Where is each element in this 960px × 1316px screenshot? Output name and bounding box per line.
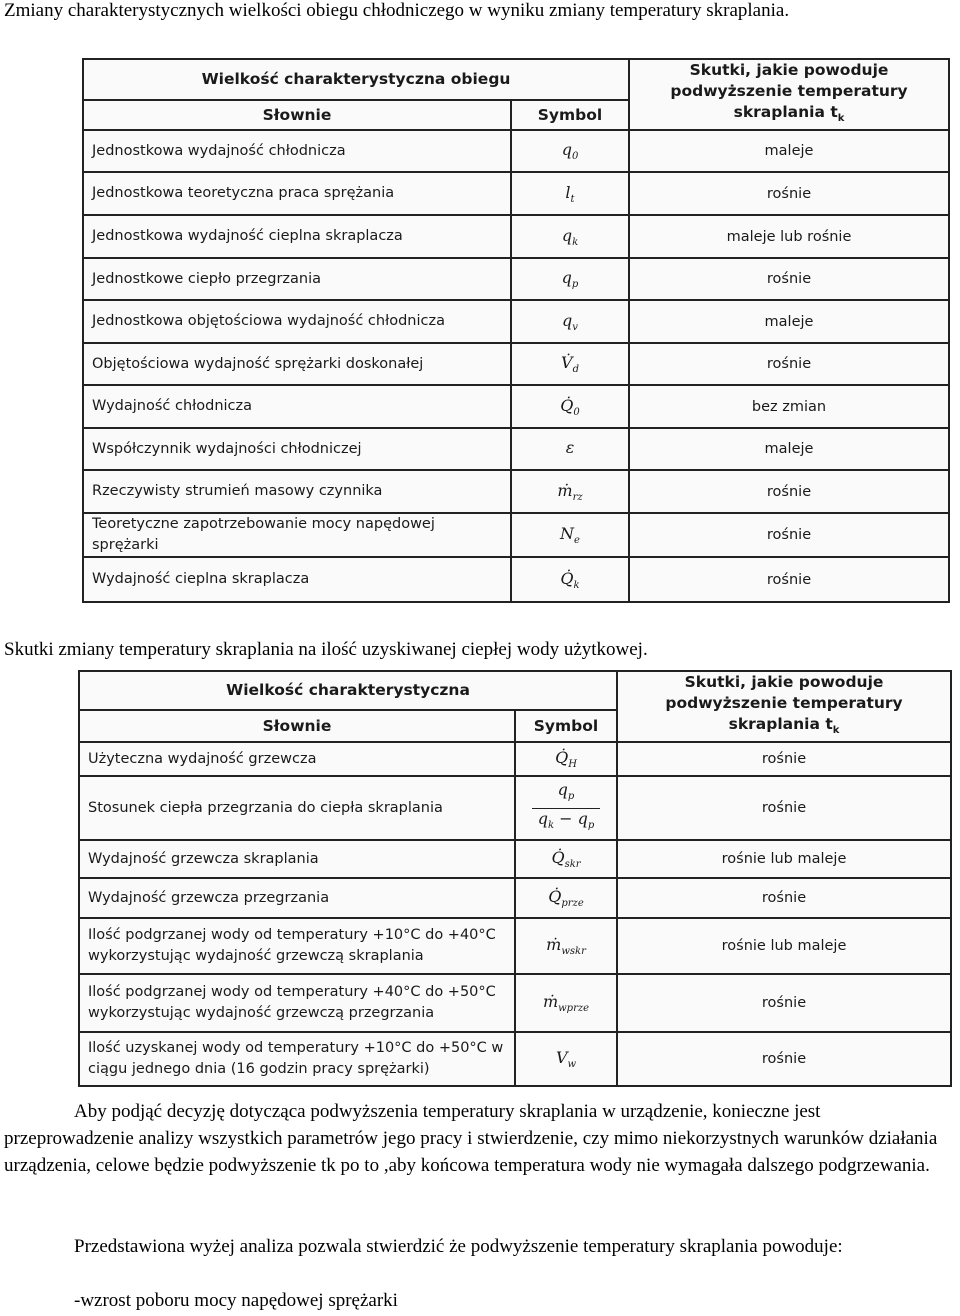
row-effect: rośnie lub maleje <box>617 840 951 878</box>
row-effect: maleje <box>629 428 949 470</box>
header-symbol: Symbol <box>511 100 629 130</box>
row-effect: bez zmian <box>629 385 949 428</box>
row-name: Ilość podgrzanej wody od temperatury +40°C do +50°C wykorzystując wydajność grzewczą przegrzania <box>79 974 515 1032</box>
row-effect: rośnie <box>617 776 951 840</box>
row-name: Wydajność grzewcza przegrzania <box>79 878 515 918</box>
header-effect: Skutki, jakie powoduje podwyższenie temperatury skraplania $t_k$ <box>629 59 949 130</box>
table-row <box>79 840 951 878</box>
table-row <box>83 300 949 343</box>
table-row <box>83 428 949 470</box>
row-symbol: $N_e$ <box>511 513 629 557</box>
table-row <box>79 878 951 918</box>
row-name: Ilość podgrzanej wody od temperatury +10°C do +40°C wykorzystując wydajność grzewczą skraplania <box>79 918 515 974</box>
header-effect: Skutki, jakie powoduje podwyższenie temperatury skraplania $t_k$ <box>617 671 951 742</box>
row-name: Wydajność cieplna skraplacza <box>83 557 511 602</box>
caption-2: Skutki zmiany temperatury skraplania na ilość uzyskiwanej ciepłej wody użytkowej. <box>4 639 648 660</box>
table-row <box>83 130 949 172</box>
hot-water-table <box>78 670 952 1087</box>
row-symbol: ṁ$_{wskr}$ <box>515 918 617 974</box>
table-row <box>79 918 951 974</box>
refrigeration-cycle-table <box>82 58 950 603</box>
row-name: Ilość uzyskanej wody od temperatury +10°C do +50°C w ciągu jednego dnia (16 godzin pracy sprężarki) <box>79 1032 515 1086</box>
row-symbol: $q_v$ <box>511 300 629 343</box>
table-row <box>83 513 949 557</box>
row-effect: maleje <box>629 300 949 343</box>
row-symbol: $V̇_d$ <box>511 343 629 385</box>
table-row <box>83 385 949 428</box>
row-name: Jednostkowa wydajność cieplna skraplacza <box>83 215 511 258</box>
header-group: Wielkość charakterystyczna <box>79 671 617 710</box>
header-name: Słownie <box>83 100 511 130</box>
row-effect: rośnie <box>629 172 949 215</box>
bullet-item: -wzrost poboru mocy napędowej sprężarki <box>74 1290 398 1311</box>
row-symbol: $q_k$ <box>511 215 629 258</box>
row-symbol <box>515 776 617 840</box>
header-name: Słownie <box>79 710 515 742</box>
row-effect: rośnie <box>617 878 951 918</box>
row-symbol: $l_t$ <box>511 172 629 215</box>
row-name: Wydajność grzewcza skraplania <box>79 840 515 878</box>
table-row <box>79 974 951 1032</box>
table-row <box>83 470 949 513</box>
paragraph-conclusion: Przedstawiona wyżej analiza pozwala stwierdzić że podwyższenie temperatury skraplania powoduje: <box>74 1236 843 1257</box>
header-symbol: Symbol <box>515 710 617 742</box>
row-name: Jednostkowe ciepło przegrzania <box>83 258 511 300</box>
row-name: Jednostkowa wydajność chłodnicza <box>83 130 511 172</box>
row-effect: rośnie <box>629 513 949 557</box>
table-row <box>83 343 949 385</box>
row-name: Użyteczna wydajność grzewcza <box>79 742 515 776</box>
table-row <box>79 1032 951 1086</box>
table-row <box>83 215 949 258</box>
row-effect: rośnie <box>629 557 949 602</box>
table-row <box>79 776 951 840</box>
row-symbol: $Q̇_0$ <box>511 385 629 428</box>
table-row <box>83 557 949 602</box>
row-effect: rośnie <box>617 742 951 776</box>
row-effect: rośnie <box>617 974 951 1032</box>
row-effect: rośnie <box>629 343 949 385</box>
row-effect: rośnie lub maleje <box>617 918 951 974</box>
row-symbol: $q_0$ <box>511 130 629 172</box>
caption-1: Zmiany charakterystycznych wielkości obiegu chłodniczego w wyniku zmiany temperatury skraplania. <box>4 0 790 21</box>
row-name: Rzeczywisty strumień masowy czynnika <box>83 470 511 513</box>
row-name: Współczynnik wydajności chłodniczej <box>83 428 511 470</box>
table-row <box>83 172 949 215</box>
row-effect: rośnie <box>629 258 949 300</box>
row-symbol: $Q̇_H$ <box>515 742 617 776</box>
row-name: Wydajność chłodnicza <box>83 385 511 428</box>
row-effect: rośnie <box>629 470 949 513</box>
row-effect: maleje <box>629 130 949 172</box>
fraction: $\frac{q_p}{q_k - q_p}$ <box>532 780 601 835</box>
row-name: Jednostkowa objętościowa wydajność chłodnicza <box>83 300 511 343</box>
row-symbol: ε <box>511 428 629 470</box>
row-symbol: $q_p$ <box>511 258 629 300</box>
row-symbol: ṁ$_{rz}$ <box>511 470 629 513</box>
header-group: Wielkość charakterystyczna obiegu <box>83 59 629 100</box>
row-symbol: $Q̇_k$ <box>511 557 629 602</box>
row-name: Objętościowa wydajność sprężarki doskonałej <box>83 343 511 385</box>
table-row <box>83 258 949 300</box>
row-name: Teoretyczne zapotrzebowanie mocy napędowej sprężarki <box>83 513 511 557</box>
table-row <box>79 742 951 776</box>
paragraph-decision: Aby podjąć decyzję dotycząca podwyższenia temperatury skraplania w urządzenie, konieczne jest przeprowadzenie analizy wszystkich parametrów jego pracy i stwierdzenie, czy mimo niekorzystnych warunków działania urządzenia, celowe będzie podwyższenie tk po to ,aby końcowa temperatura wody nie wymagała dalszego podgrzewania. <box>4 1101 938 1176</box>
row-symbol: $Q̇_{skr}$ <box>515 840 617 878</box>
row-name: Jednostkowa teoretyczna praca sprężania <box>83 172 511 215</box>
row-symbol: $Q̇_{prze}$ <box>515 878 617 918</box>
row-name: Stosunek ciepła przegrzania do ciepła skraplania <box>79 776 515 840</box>
row-symbol: $V_w$ <box>515 1032 617 1086</box>
row-effect: maleje lub rośnie <box>629 215 949 258</box>
row-symbol: ṁ$_{wprze}$ <box>515 974 617 1032</box>
row-effect: rośnie <box>617 1032 951 1086</box>
